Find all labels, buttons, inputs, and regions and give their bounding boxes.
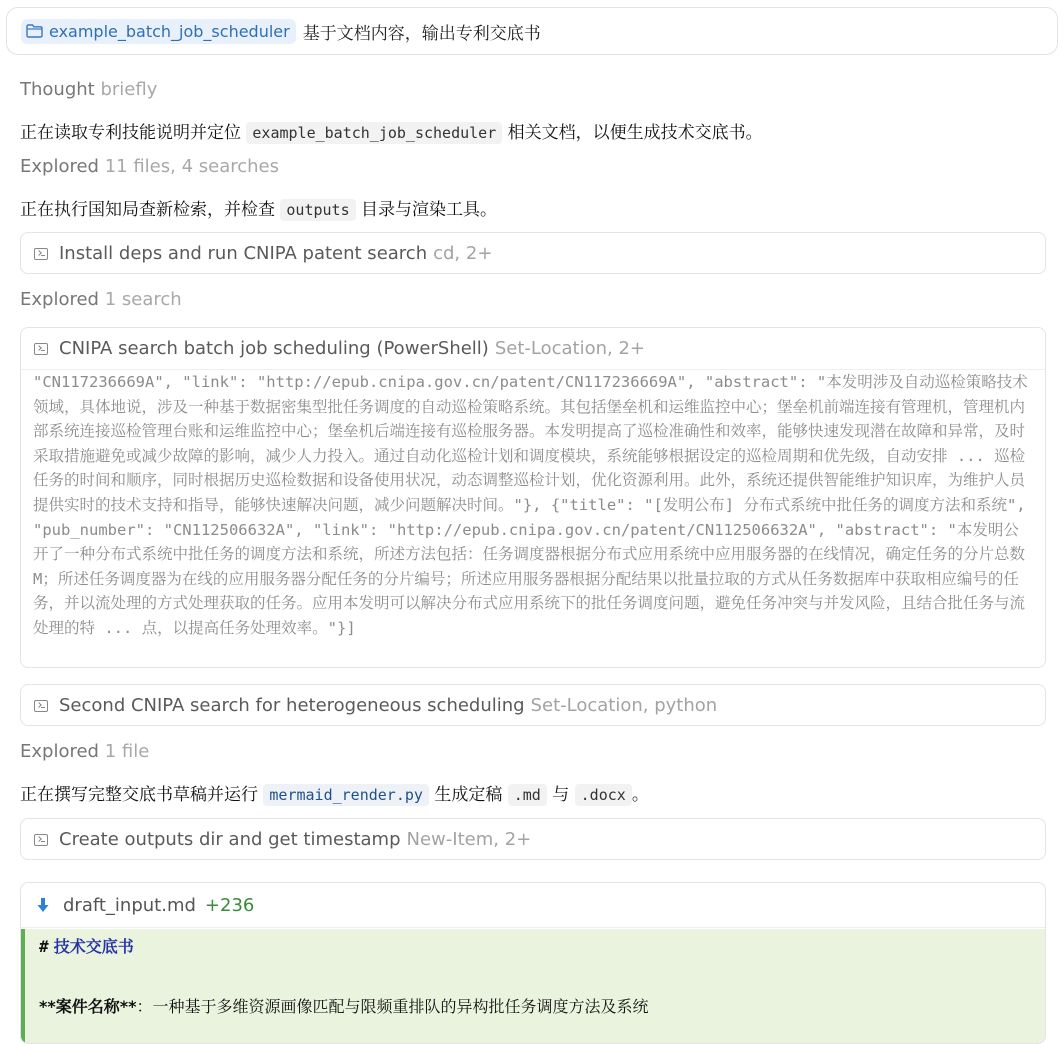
tool-1-args: cd, 2+ [433, 243, 493, 264]
tool-3-args: Set-Location, python [530, 695, 718, 716]
message-1-before: 正在读取专利技能说明并定位 [20, 123, 241, 143]
thought-status[interactable] [20, 79, 157, 100]
assistant-message-1 [20, 118, 763, 143]
message-3-code-md: .md [508, 784, 547, 806]
arrow-down-icon [37, 897, 49, 913]
tool-1-name: Install deps and run CNIPA patent search [59, 243, 428, 264]
message-1-code: example_batch_job_scheduler [246, 122, 502, 144]
explored-3-label: Explored [20, 741, 99, 762]
message-3-middle: 生成定稿 [434, 785, 503, 805]
tool-3-name: Second CNIPA search for heterogeneous scheduling [59, 695, 525, 716]
prompt-text: 基于文档内容，输出专利交底书 [302, 23, 541, 44]
tool-call-create-outputs[interactable] [20, 818, 1046, 860]
message-2-before: 正在执行国知局查新检索，并检查 [20, 200, 275, 220]
assistant-message-2 [20, 195, 497, 220]
explored-3-detail: 1 file [104, 741, 150, 762]
terminal-icon [34, 343, 48, 355]
terminal-icon [34, 834, 48, 846]
message-3-code-docx: .docx [575, 784, 632, 806]
message-3-before: 正在撰写完整交底书草稿并运行 [20, 785, 258, 805]
assistant-message-3 [20, 780, 649, 805]
file-diff-card[interactable] [20, 882, 1046, 1044]
tool-call-install-search[interactable] [20, 232, 1046, 274]
message-2-after: 目录与渲染工具。 [361, 200, 498, 220]
tool-2-output: "CN117236669A", "link": "http://epub.cnipa.gov.cn/patent/CN117236669A", "abstract": "本发明涉及自动巡检策略技术领域，具体地说，涉及一种基于数据密集型批任务调度的自动巡检策略系统。其包括堡垒机和运维监控中心；堡垒机前端连接有管理机，管理机内部系统连接巡检管理台账和运维监控中心；堡垒机后端连接有巡检服务器。本发明提高了巡检准确性和效率，能够快速发现潜在故障和异常，及时采取措施避免或减少故障的影响，减少人力投入。通过自动化巡检计划和调度模块，系统能够根据设定的巡检周期和优先级，自动安排 ... 巡检任务的时间和顺序，同时根据历史巡检数据和设备使用状况，动态调整巡检计划，优化资源利用。此外，系统还提供智能维护知识库，为维护人员提供实时的技术支持和指导，能够快速解决问题，减少问题解决时间。"}, {"title": "[发明公布] 分布式系统中批任务的调度方法和系统", "pub_number": "CN112506632A", "link": "http://epub.cnipa.gov.cn/patent/CN112506632A", "abstract": "本发明公开了一种分布式系统中批任务的调度方法和系统，所述方法包括：任务调度器根据分布式应用系统中应用服务器的在线情况，确定任务的分片总数M；所述任务调度器为在线的应用服务器分配任务的分片编号；所述应用服务器根据分配结果以批量拉取的方式从任务数据库中获取相应编号的任务，并以流处理的方式处理获取的任务。应用本发明可以解决分布式应用系统下的批任务调度问题，避免任务冲突与并发风险，且结合批任务与流处理的特 ... 点，以提高任务处理效率。"}] [21, 369, 1045, 658]
message-1-after: 相关文档，以便生成技术交底书。 [507, 123, 763, 143]
folder-icon [26, 24, 43, 38]
explored-1-label: Explored [20, 156, 99, 177]
thought-detail: briefly [100, 79, 158, 100]
message-2-code: outputs [280, 199, 355, 221]
tool-call-cnipa-search[interactable] [20, 327, 1046, 668]
message-3-and: 与 [552, 785, 570, 805]
tool-2-name: CNIPA search batch job scheduling (PowerShell) [59, 338, 489, 359]
diff-line-1-hash: # [39, 937, 49, 956]
lines-added-count: +236 [204, 894, 255, 916]
explored-1-detail: 11 files, 4 searches [104, 156, 279, 177]
prompt-box [6, 7, 1058, 55]
tool-call-second-search[interactable] [20, 684, 1046, 726]
explored-2-detail: 1 search [104, 289, 182, 310]
explored-status-3[interactable] [20, 741, 149, 762]
message-3-code: mermaid_render.py [263, 784, 429, 806]
diff-added-block [21, 929, 1045, 1043]
folder-chip[interactable] [21, 19, 296, 44]
terminal-icon [34, 700, 48, 712]
tool-4-name: Create outputs dir and get timestamp [59, 829, 401, 850]
diff-line-1-title: 技术交底书 [53, 937, 134, 956]
diff-line-2 [39, 994, 649, 1017]
folder-chip-label: example_batch_job_scheduler [49, 21, 290, 41]
explored-status-1[interactable] [20, 156, 279, 177]
file-name: draft_input.md [63, 894, 196, 916]
diff-line-1 [39, 934, 134, 957]
diff-line-2-bold: **案件名称** [39, 997, 137, 1016]
explored-status-2[interactable] [20, 289, 182, 310]
message-3-end: 。 [631, 785, 649, 805]
tool-2-args: Set-Location, 2+ [494, 338, 645, 359]
thought-label: Thought [20, 79, 95, 100]
explored-2-label: Explored [20, 289, 99, 310]
tool-4-args: New-Item, 2+ [406, 829, 532, 850]
terminal-icon [34, 248, 48, 260]
diff-line-2-rest: ：一种基于多维资源画像匹配与限频重排队的异构批任务调度方法及系统 [136, 997, 649, 1016]
